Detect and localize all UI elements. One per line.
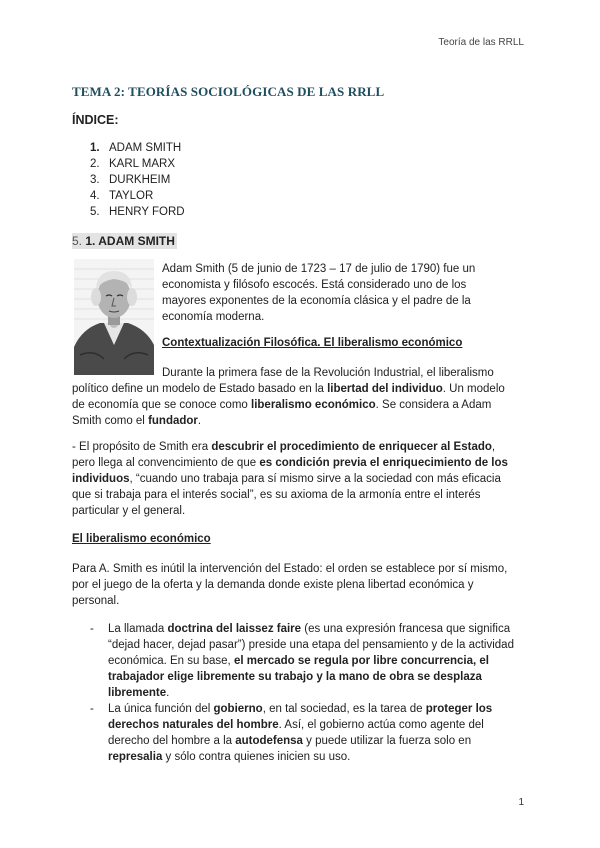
text-run: , “cuando uno trabaja para sí mismo sirve a la sociedad con más eficacia que si trabaja para el interés social”, es su axioma de la armonía entre el interés particular y el general. — [72, 473, 501, 517]
index-list — [90, 140, 185, 220]
index-heading: ÍNDICE: — [72, 113, 119, 127]
bullet-item-government — [90, 701, 518, 765]
index-item-adam-smith — [90, 140, 185, 156]
index-item-taylor — [90, 188, 185, 204]
text-run: y sólo contra quienes inicien su uso. — [162, 751, 351, 763]
text-run: , pero llega al convencimiento de que — [72, 441, 496, 469]
bold-run: proteger los derechos naturales del hombre — [108, 703, 493, 731]
bullet-dash: - — [90, 703, 94, 715]
text-run: (es una expresión francesa que significa “dejad hacer, dejad pasar”) preside una etapa del pensamiento y de la actividad económica. En su base, — [108, 623, 514, 667]
bold-run: autodefensa — [235, 735, 303, 747]
bullet-dash: - — [90, 623, 94, 635]
text-run: La llamada — [108, 623, 168, 635]
index-label: DURKHEIM — [109, 174, 171, 186]
document-title: TEMA 2: TEORÍAS SOCIOLÓGICAS DE LAS RRLL — [72, 84, 385, 99]
liberalism-heading: El liberalismo económico — [72, 533, 211, 545]
text-run: . — [166, 687, 170, 699]
bold-run: gobierno — [213, 703, 263, 715]
page-number: 1 — [518, 797, 524, 808]
section-heading — [72, 233, 177, 249]
index-number: 5. — [90, 206, 100, 218]
bold-run: liberalismo económico — [251, 399, 376, 411]
index-item-karl-marx — [90, 156, 185, 172]
bold-run: el mercado se regula por libre concurrencia, el trabajador elige libremente su trabajo y la mano de obra se desplaza libremente — [108, 655, 489, 699]
bullet-item-laissez-faire — [90, 621, 518, 701]
index-label: HENRY FORD — [109, 206, 185, 218]
text-run: . Se considera a Adam Smith como el — [72, 399, 492, 427]
text-run: - El propósito de Smith era — [72, 441, 212, 453]
index-item-henry-ford — [90, 204, 185, 220]
index-number: 1. — [90, 142, 100, 154]
bold-run: es condición previa el enriquecimiento de los individuos — [72, 457, 508, 485]
intro-paragraph: Adam Smith (5 de junio de 1723 – 17 de julio de 1790) fue un economista y filósofo escocés. Está considerado uno de los mayores exponentes de la economía clásica y el padre de la economía moderna. — [162, 263, 476, 323]
section-title: 1. ADAM SMITH — [85, 234, 175, 248]
index-label: KARL MARX — [109, 158, 176, 170]
text-run: y puede utilizar la fuerza solo en — [302, 735, 472, 747]
bold-run: doctrina del laissez faire — [167, 623, 302, 635]
bold-run: fundador — [148, 415, 198, 427]
context-paragraph — [72, 365, 518, 429]
index-number: 4. — [90, 190, 100, 202]
liberalism-paragraph: Para A. Smith es inútil la intervención del Estado: el orden se establece por sí mismo, por el juego de la oferta y la demanda donde existe plena libertad económica y personal. — [72, 563, 508, 607]
index-number: 2. — [90, 158, 100, 170]
running-header: Teoría de las RRLL — [438, 37, 524, 48]
bold-run: represalia — [108, 751, 163, 763]
text-run: Durante la primera fase de la Revolución Industrial, el liberalismo político define un modelo de Estado basado en la — [72, 367, 494, 395]
bullet-text — [108, 621, 518, 701]
index-item-durkheim — [90, 172, 185, 188]
text-run: . Así, el gobierno actúa como agente del derecho del hombre a la — [108, 719, 484, 747]
bold-run: libertad del individuo — [327, 383, 443, 395]
section-number: 5. — [72, 234, 83, 248]
text-run: La única función del — [108, 703, 214, 715]
index-label: ADAM SMITH — [109, 142, 182, 154]
purpose-paragraph — [72, 439, 518, 519]
bullet-text — [108, 701, 518, 765]
bullet-list — [90, 621, 518, 765]
index-number: 3. — [90, 174, 100, 186]
context-heading: Contextualización Filosófica. El liberalismo económico — [162, 337, 463, 349]
text-run: . — [197, 415, 202, 427]
text-run: , en tal sociedad, es la tarea de — [262, 703, 426, 715]
adam-smith-portrait — [74, 259, 154, 375]
text-run: . Un modelo de economía que se conoce como — [72, 383, 505, 411]
bold-run: descubrir el procedimiento de enriquecer al Estado — [211, 441, 492, 453]
index-label: TAYLOR — [109, 190, 154, 202]
